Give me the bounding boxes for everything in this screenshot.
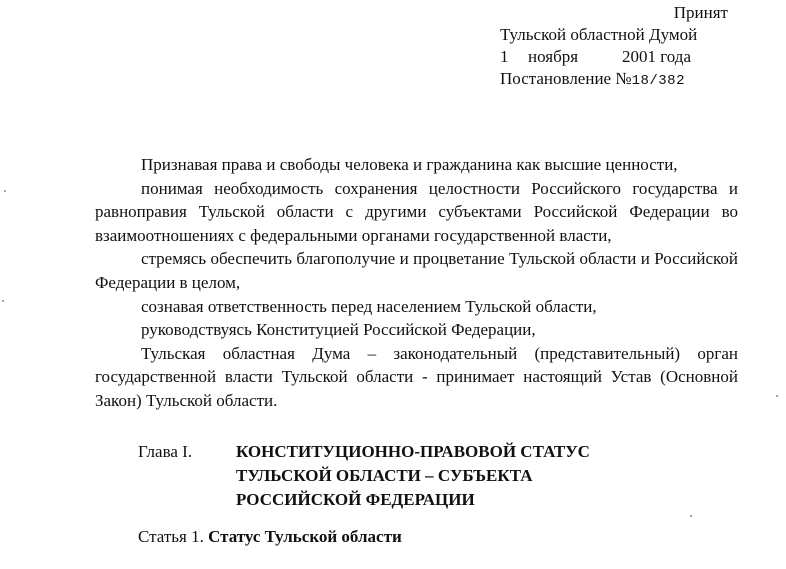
chapter-heading bbox=[138, 440, 698, 512]
preamble-paragraph: понимая необходимость сохранения целостности Российского государства и равноправия Тульской области с другими субъектами Российской Федерации во взаимоотношениях с федеральными органами государственной власти, bbox=[95, 178, 738, 245]
adoption-month: ноября bbox=[528, 47, 579, 66]
preamble-paragraph: сознавая ответственность перед населением Тульской области, bbox=[141, 296, 597, 316]
scan-speck bbox=[690, 515, 692, 517]
adopting-body: Тульской областной Думой bbox=[500, 25, 698, 44]
article-title: Статус Тульской области bbox=[208, 527, 402, 546]
accepted-label: Принят bbox=[673, 3, 728, 22]
scan-speck bbox=[776, 395, 778, 397]
adoption-year: 2001 года bbox=[622, 47, 692, 66]
scan-speck bbox=[2, 300, 4, 302]
decree-line bbox=[500, 68, 750, 92]
chapter-title bbox=[236, 440, 656, 512]
decree-label: Постановление № bbox=[500, 69, 632, 88]
adoption-stamp bbox=[500, 2, 750, 92]
chapter-title-line: ТУЛЬСКОЙ ОБЛАСТИ – СУБЪЕКТА bbox=[236, 466, 533, 485]
preamble-paragraph: руководствуясь Конституцией Российской Федерации, bbox=[141, 320, 536, 340]
preamble-paragraph: Тульская областная Дума – законодательный (представительный) орган государственной власти Тульской области - принимает настоящий Устав (Основной Закон) Тульской области. bbox=[95, 343, 738, 410]
preamble-paragraph: Признавая права и свободы человека и гражданина как высшие ценности, bbox=[141, 155, 678, 174]
article-label: Статья 1. bbox=[138, 527, 204, 546]
scan-speck bbox=[4, 190, 6, 192]
chapter-title-line: РОССИЙСКОЙ ФЕДЕРАЦИИ bbox=[236, 490, 475, 509]
preamble-paragraph: стремясь обеспечить благополучие и процветание Тульской области и Российской Федерации в целом, bbox=[95, 249, 738, 292]
decree-number: 18/382 bbox=[631, 73, 685, 89]
adoption-date bbox=[500, 46, 722, 68]
chapter-label: Глава I. bbox=[138, 442, 193, 461]
chapter-title-line: КОНСТИТУЦИОННО-ПРАВОВОЙ СТАТУС bbox=[236, 442, 590, 461]
preamble bbox=[95, 153, 738, 413]
adoption-day: 1 bbox=[500, 47, 509, 66]
article-heading bbox=[138, 525, 402, 549]
